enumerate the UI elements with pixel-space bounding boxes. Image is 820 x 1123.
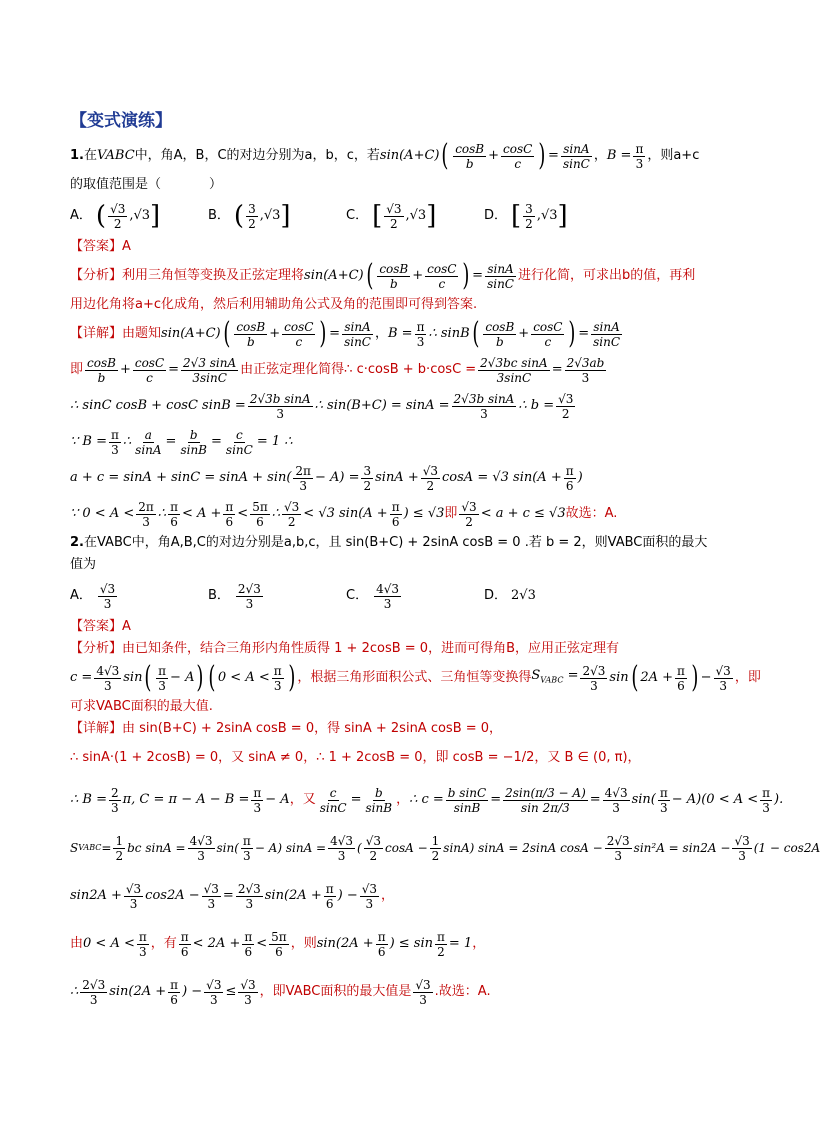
q1-options bbox=[70, 196, 770, 236]
q1-detail-line6: ∵ 0 < A < $\frac{2\pi}{3}$ ∴ $\frac{\pi}{6}$ < A + $\frac{\pi}{6}$ < $\frac{5\pi}{6}$ ∴ $\frac{√3}{2}$ < √3 sin(A + $\frac{\pi}{6}$ ) ≤ √3 即 $\frac{√3}{2}$ < a + c ≤ √3 故选：A. bbox=[70, 499, 618, 529]
q2-detail-line2: ∴ sinA·(1 + 2cosB) = 0，又 sinA ≠ 0，∴ 1 + 2cosB = 0，即 cosB = −1/2，又 B ∈ (0, π)， bbox=[70, 750, 641, 765]
q2-detail-line5: sin2A + $\frac{√3}{3}$ cos2A − $\frac{√3}{3}$ = $\frac{2√3}{3}$ sin(2A + $\frac{\pi}{6}$ ) − $\frac{√3}{3}$ ， bbox=[70, 881, 395, 911]
q2-option-d[interactable]: D． 2√3 bbox=[484, 588, 536, 603]
q1-detail-line5: a + c = sinA + sinC = sinA + sin( $\frac{2\pi}{3}$ − A) = $\frac{3}{2}$ sinA + $\frac{√3}{2}$ cosA = √3 sin(A + $\frac{\pi}{6}$ ) bbox=[70, 463, 583, 493]
document-body bbox=[70, 111, 820, 1016]
q1-number: 1. bbox=[70, 148, 84, 163]
q2-detail-line1: 【详解】 由 sin(B+C) + 2sinA cosB = 0，得 sinA + 2sinA cosB = 0， bbox=[70, 721, 503, 736]
q1-option-b[interactable]: B． ( $\frac{3}{2}$ ,√3 ] bbox=[208, 201, 291, 231]
q2-analysis-line2: c = $\frac{4√3}{3}$ sin ( $\frac{\pi}{3}$ − A ) ( 0 < A < $\frac{\pi}{3}$ ) ，根据三角形面积公式、三角恒等变换得 $S_{VABC}$ = $\frac{2√3}{3}$ sin ( 2A + $\frac{\pi}{6}$ ) − $\frac{√3}{3}$ ，即 bbox=[70, 660, 761, 695]
q1-option-c[interactable]: C． [ $\frac{√3}{2}$ ,√3 ] bbox=[346, 201, 437, 231]
section-heading: 【变式演练】 bbox=[70, 111, 172, 131]
q2-stem-line2: 值为 bbox=[70, 557, 97, 572]
q2-option-b[interactable]: B． $\frac{2√3}{3}$ bbox=[208, 581, 261, 611]
q2-detail-line3: ∴ B = $\frac{2}{3}$ π, C = π − A − B = $\frac{\pi}{3}$ − A ，又 $\frac{c}{\sin C}$ = $\frac{b}{\sin B}$ ， ∴ c = $\frac{\text{b sinC}}{\sin B}$ = $\frac{2\sin(\pi/3 - A)}{\sin 2\pi/3}$ = $\frac{4√3}{3}$ sin( $\frac{\pi}{3}$ − A)(0 < A < $\frac{\pi}{3}$ ). bbox=[70, 785, 784, 815]
q2-answer: 【答案】 A bbox=[70, 619, 131, 634]
q1-detail-line3: ∴ sinC cosB + cosC sinB = $\frac{\text{2√3b sinA}}{3}$ ∴ sin(B+C) = sinA = $\frac{\text{2√3b sinA}}{3}$ ∴ b = $\frac{√3}{2}$ bbox=[70, 391, 574, 421]
q2-detail-line6: 由 0 < A < $\frac{\pi}{3}$ ，有 $\frac{\pi}{6}$ < 2A + $\frac{\pi}{6}$ < $\frac{5\pi}{6}$ ，则 sin(2A + $\frac{\pi}{6}$ ) ≤ sin $\frac{\pi}{2}$ = 1 ， bbox=[70, 929, 486, 959]
q1-analysis-line1: 【分析】 利用三角恒等变换及正弦定理将 sin(A+C) ( $\frac{\cos B}{b}$ + $\frac{\cos C}{c}$ ) = $\frac{\sin A}{\sin C}$ 进行化简，可求出b的值，再利 bbox=[70, 258, 696, 293]
q1-stem-line2: 的取值范围是（ ） bbox=[70, 177, 223, 192]
q1-stem-line1: 1. 在 VABC 中，角A，B，C的对边分别为a，b，c，若 sin(A+C) ( $\frac{\cos B}{b}$ + $\frac{\cos C}{c}$ ) = $\frac{\sin A}{\sin C}$ ， B = $\frac{\pi}{3}$ ，则a+c bbox=[70, 138, 700, 173]
q2-option-a[interactable]: A． $\frac{√3}{3}$ bbox=[70, 581, 116, 611]
q2-stem-line1: 2. 在VABC中，角A,B,C的对边分别是a,b,c，且 sin(B+C) + 2sinA cosB = 0 .若 b = 2，则VABC面积的最大 bbox=[70, 535, 708, 550]
q1-option-d[interactable]: D． [ $\frac{3}{2}$ ,√3 ] bbox=[484, 201, 568, 231]
q2-detail-line4: S VABC = $\frac{1}{2}$ bc sinA = $\frac{4√3}{3}$ sin( $\frac{\pi}{3}$ − A) sinA = $\frac{4√3}{3}$ ( $\frac{√3}{2}$ cosA − $\frac{1}{2}$ sinA) sinA = 2sinA cosA − $\frac{2√3}{3}$ sin²A = sin2A − $\frac{√3}{3}$ (1 − cos2A bbox=[70, 833, 820, 863]
q1-answer: 【答案】 A bbox=[70, 239, 131, 254]
q1-detail-line2: 即 $\frac{\cos B}{b}$ + $\frac{\cos C}{c}$ = $\frac{2√3 \sin A}{3\sin C}$ 由正弦定理化简得∴ c·cosB + b·cosC = $\frac{\text{2√3bc sinA}}{3\sin C}$ = $\frac{2√3ab}{3}$ bbox=[70, 355, 605, 385]
q1-analysis-line2: 用边化角将a+c化成角，然后利用辅助角公式及角的范围即可得到答案. bbox=[70, 297, 478, 312]
q1-detail-line1: 【详解】 由题知 sin(A+C) ( $\frac{\cos B}{b}$ + $\frac{\cos C}{c}$ ) = $\frac{\sin A}{\sin C}$ ， B = $\frac{\pi}{3}$ ∴ sinB ( $\frac{\cos B}{b}$ + $\frac{\cos C}{c}$ ) = $\frac{\sin A}{\sin C}$ bbox=[70, 316, 621, 351]
q1-detail-line4: ∵ B = $\frac{\pi}{3}$ ∴ $\frac{a}{\sin A}$ = $\frac{b}{\sin B}$ = $\frac{c}{\sin C}$ = 1 ∴ bbox=[70, 427, 293, 457]
q2-analysis-line1: 【分析】 由已知条件，结合三角形内角性质得 1 + 2cosB = 0，进而可得角B，应用正弦定理有 bbox=[70, 641, 619, 656]
q1-option-a[interactable]: A． ( $\frac{√3}{2}$ ,√3 ] bbox=[70, 201, 161, 231]
q2-analysis-line3: 可求VABC面积的最大值. bbox=[70, 699, 213, 714]
q2-number: 2. bbox=[70, 535, 84, 550]
q2-options bbox=[70, 576, 770, 616]
q2-option-c[interactable]: C． $\frac{4√3}{3}$ bbox=[346, 581, 399, 611]
q2-detail-line7: ∴ $\frac{2√3}{3}$ sin(2A + $\frac{\pi}{6}$ ) − $\frac{√3}{3}$ ≤ $\frac{√3}{3}$ ，即VABC面积的最大值是 $\frac{√3}{3}$ . 故选：A. bbox=[70, 977, 491, 1007]
